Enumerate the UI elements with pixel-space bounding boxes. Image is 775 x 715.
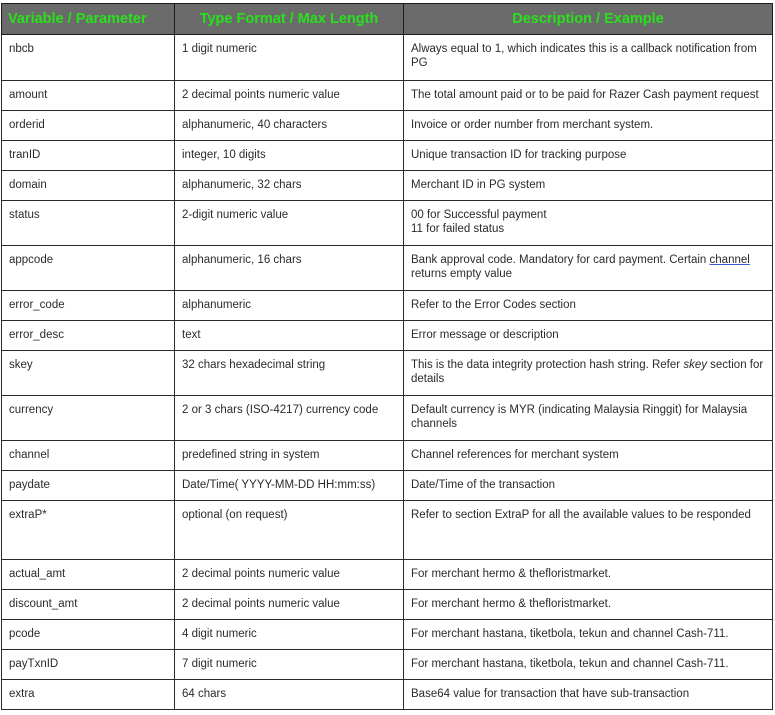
table-row — [2, 471, 773, 501]
param-type-cell: 2 decimal points numeric value — [175, 590, 404, 620]
param-type-cell: predefined string in system — [175, 441, 404, 471]
param-desc-cell: For merchant hastana, tiketbola, tekun and channel Cash-711. — [404, 620, 773, 650]
parameter-table — [1, 3, 773, 710]
table-row — [2, 246, 773, 291]
table-row — [2, 650, 773, 680]
param-name-cell: error_code — [2, 291, 175, 321]
param-type-cell: alphanumeric — [175, 291, 404, 321]
param-name-cell: pcode — [2, 620, 175, 650]
param-type-cell: optional (on request) — [175, 501, 404, 560]
param-type-cell: 2 decimal points numeric value — [175, 81, 404, 111]
param-desc-cell: The total amount paid or to be paid for Razer Cash payment request — [404, 81, 773, 111]
table-row — [2, 396, 773, 441]
param-name-cell: actual_amt — [2, 560, 175, 590]
param-desc-cell: 00 for Successful payment 11 for failed status — [404, 201, 773, 246]
param-type-cell: 2 or 3 chars (ISO-4217) currency code — [175, 396, 404, 441]
table-row — [2, 291, 773, 321]
param-name-cell: skey — [2, 351, 175, 396]
param-desc-cell: Channel references for merchant system — [404, 441, 773, 471]
table-row — [2, 620, 773, 650]
param-desc-cell: Date/Time of the transaction — [404, 471, 773, 501]
param-type-cell: integer, 10 digits — [175, 141, 404, 171]
param-name-cell: discount_amt — [2, 590, 175, 620]
table-header-row — [2, 4, 773, 35]
table-row — [2, 560, 773, 590]
desc-emphasis: skey — [683, 359, 707, 371]
param-desc-cell: For merchant hermo & thefloristmarket. — [404, 590, 773, 620]
param-name-cell: tranID — [2, 141, 175, 171]
table-row — [2, 321, 773, 351]
param-type-cell: 1 digit numeric — [175, 35, 404, 81]
param-name-cell: error_desc — [2, 321, 175, 351]
param-name-cell: amount — [2, 81, 175, 111]
param-name-cell: status — [2, 201, 175, 246]
param-desc-cell: Always equal to 1, which indicates this is a callback notification from PG — [404, 35, 773, 81]
param-name-cell: extra — [2, 680, 175, 710]
table-row — [2, 501, 773, 560]
table-row — [2, 171, 773, 201]
param-type-cell: 7 digit numeric — [175, 650, 404, 680]
table-row — [2, 111, 773, 141]
param-name-cell: currency — [2, 396, 175, 441]
param-name-cell: orderid — [2, 111, 175, 141]
table-row — [2, 81, 773, 111]
desc-text: returns empty value — [411, 268, 512, 280]
header-description: Description / Example — [404, 4, 773, 35]
param-type-cell: 4 digit numeric — [175, 620, 404, 650]
param-name-cell: paydate — [2, 471, 175, 501]
param-desc-cell: Refer to section ExtraP for all the available values to be responded — [404, 501, 773, 560]
table-row — [2, 35, 773, 81]
param-desc-cell: Default currency is MYR (indicating Malaysia Ringgit) for Malaysia channels — [404, 396, 773, 441]
param-type-cell: 2 decimal points numeric value — [175, 560, 404, 590]
param-desc-cell: For merchant hastana, tiketbola, tekun and channel Cash-711. — [404, 650, 773, 680]
table-row — [2, 680, 773, 710]
param-desc-cell: Refer to the Error Codes section — [404, 291, 773, 321]
parameter-table-container — [1, 3, 773, 710]
header-type-format: Type Format / Max Length — [175, 4, 404, 35]
param-name-cell: domain — [2, 171, 175, 201]
table-row — [2, 351, 773, 396]
param-desc-cell: Invoice or order number from merchant system. — [404, 111, 773, 141]
table-row — [2, 590, 773, 620]
param-desc-cell — [404, 246, 773, 291]
param-desc-cell — [404, 351, 773, 396]
param-type-cell: 64 chars — [175, 680, 404, 710]
desc-text: Bank approval code. Mandatory for card payment. Certain — [411, 254, 710, 266]
param-name-cell: nbcb — [2, 35, 175, 81]
table-row — [2, 141, 773, 171]
param-desc-cell: Base64 value for transaction that have sub-transaction — [404, 680, 773, 710]
param-desc-cell: For merchant hermo & thefloristmarket. — [404, 560, 773, 590]
param-type-cell: 2-digit numeric value — [175, 201, 404, 246]
param-type-cell: alphanumeric, 40 characters — [175, 111, 404, 141]
param-name-cell: appcode — [2, 246, 175, 291]
channel-link[interactable]: channel — [709, 254, 750, 266]
param-name-cell: channel — [2, 441, 175, 471]
param-name-cell: extraP* — [2, 501, 175, 560]
param-type-cell: Date/Time( YYYY-MM-DD HH:mm:ss) — [175, 471, 404, 501]
param-type-cell: text — [175, 321, 404, 351]
desc-text: This is the data integrity protection hash string. Refer — [411, 359, 684, 371]
header-variable-parameter: Variable / Parameter — [2, 4, 175, 35]
param-type-cell: alphanumeric, 32 chars — [175, 171, 404, 201]
desc-text: section for details — [411, 359, 764, 385]
table-row — [2, 201, 773, 246]
param-type-cell: alphanumeric, 16 chars — [175, 246, 404, 291]
param-desc-cell: Merchant ID in PG system — [404, 171, 773, 201]
param-desc-cell: Unique transaction ID for tracking purpose — [404, 141, 773, 171]
param-desc-cell: Error message or description — [404, 321, 773, 351]
param-name-cell: payTxnID — [2, 650, 175, 680]
table-row — [2, 441, 773, 471]
param-type-cell: 32 chars hexadecimal string — [175, 351, 404, 396]
